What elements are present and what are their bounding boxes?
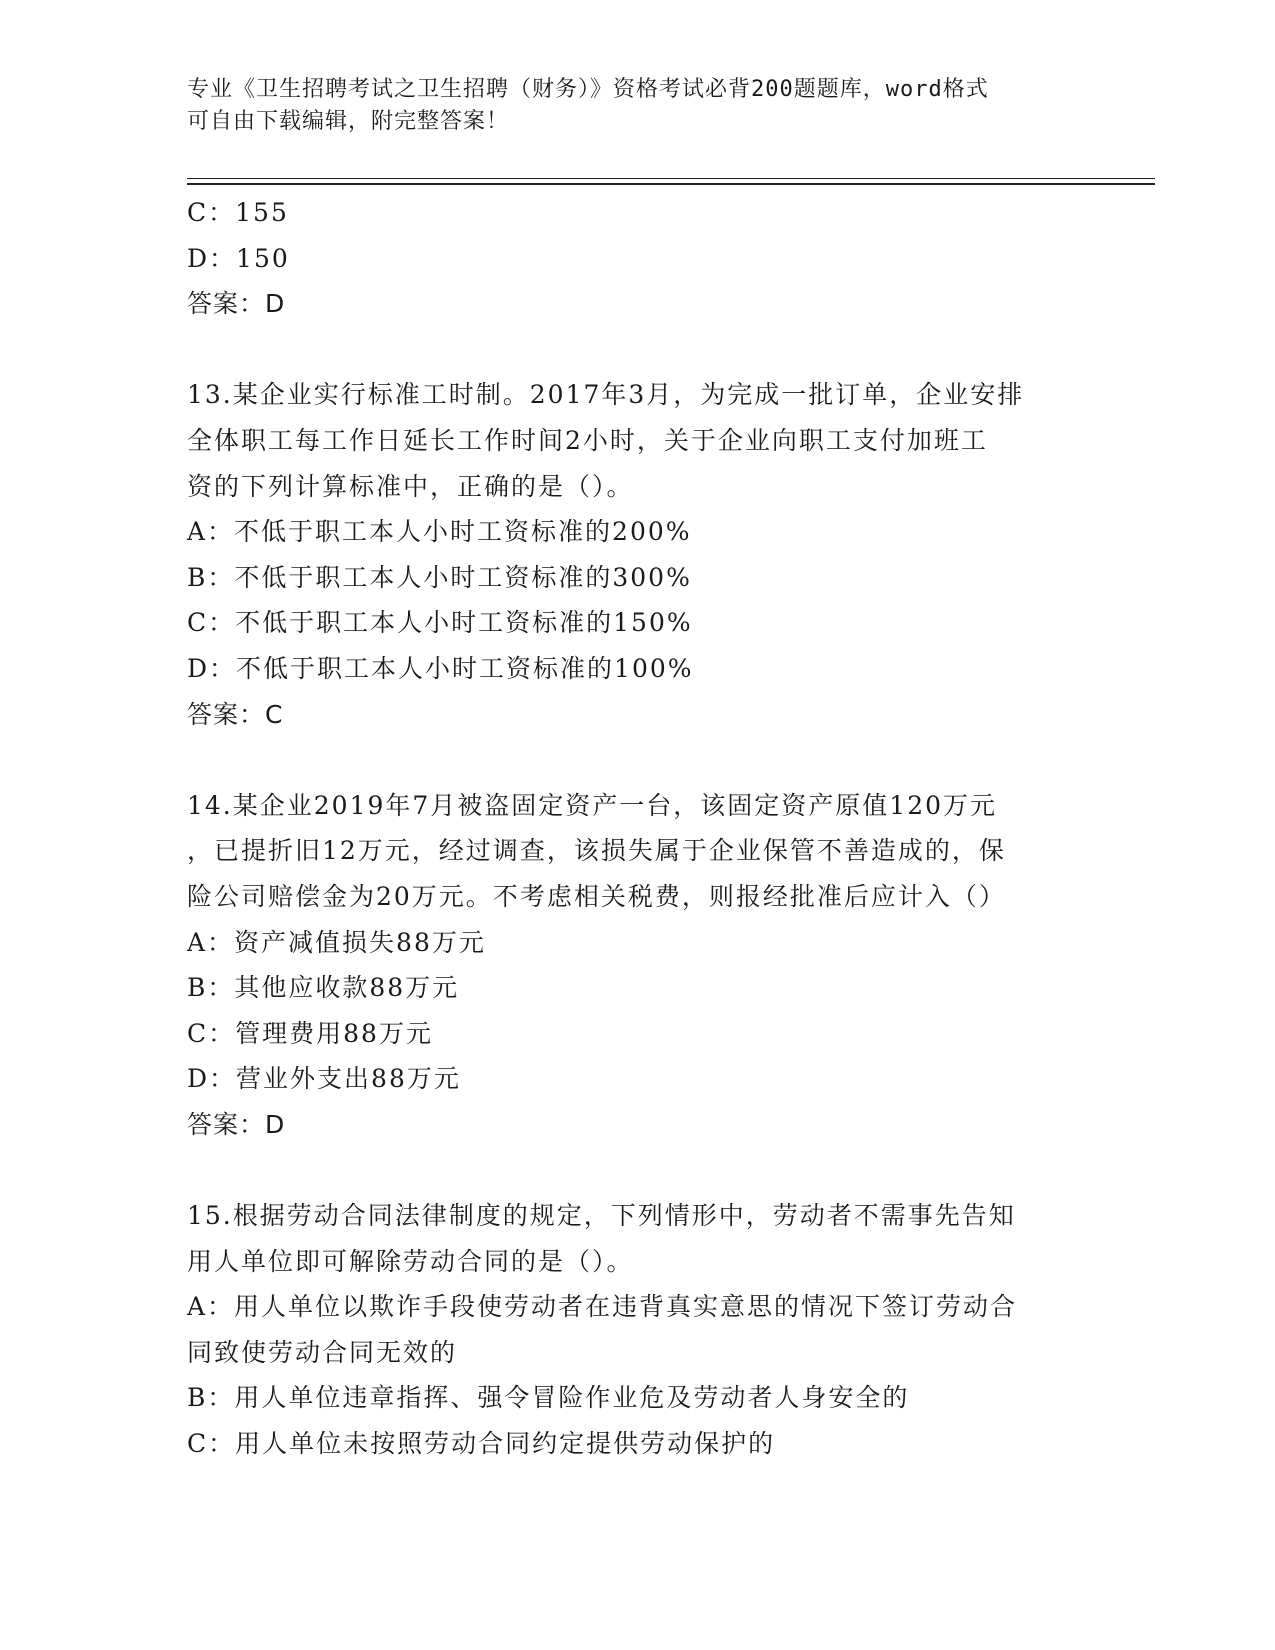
option-c: C：管理费用88万元 (187, 1018, 433, 1048)
option-d: D：不低于职工本人小时工资标准的100% (187, 653, 694, 683)
question-13 (187, 372, 1087, 737)
option-b: B：其他应收款88万元 (187, 973, 460, 1003)
header-divider-bottom (187, 183, 1155, 185)
question-text-line: 全体职工每工作日延长工作时间2小时，关于企业向职工支付加班工 (187, 425, 988, 455)
answer: 答案：D (187, 1109, 286, 1139)
option-c: C：不低于职工本人小时工资标准的150% (187, 608, 693, 638)
spacer (187, 1147, 1087, 1193)
question-text-line: 13.某企业实行标准工时制。2017年3月，为完成一批订单，企业安排 (187, 380, 1025, 410)
answer: 答案：D (187, 289, 286, 319)
spacer (187, 327, 1087, 373)
option-a: A：不低于职工本人小时工资标准的200% (187, 517, 692, 547)
question-12-tail (187, 190, 1087, 327)
spacer (187, 737, 1087, 783)
option-c: C：155 (187, 198, 289, 227)
option-a: A：资产减值损失88万元 (187, 927, 486, 957)
question-15 (187, 1193, 1087, 1467)
option-b: B：用人单位违章指挥、强令冒险作业危及劳动者人身安全的 (187, 1383, 910, 1413)
page-header (187, 74, 1087, 138)
option-a-continued: 同致使劳动合同无效的 (187, 1337, 458, 1367)
option-d: D：150 (187, 243, 290, 273)
question-text-line: 15.根据劳动合同法律制度的规定，下列情形中，劳动者不需事先告知 (187, 1201, 1016, 1231)
option-a: A：用人单位以欺诈手段使劳动者在违背真实意思的情况下签订劳动合 (187, 1292, 1018, 1322)
option-c: C：用人单位未按照劳动合同约定提供劳动保护的 (187, 1429, 776, 1459)
answer: 答案：C (187, 699, 284, 729)
question-text-line: 险公司赔偿金为20万元。不考虑相关税费，则报经批准后应计入（） (187, 881, 1006, 911)
option-b: B：不低于职工本人小时工资标准的300% (187, 562, 692, 592)
header-title-line-2: 可自由下载编辑，附完整答案！ (187, 109, 510, 134)
question-text-line: ，已提折旧12万元，经过调查，该损失属于企业保管不善造成的，保 (187, 836, 1006, 866)
question-text-line: 用人单位即可解除劳动合同的是（）。 (187, 1246, 634, 1276)
question-content (187, 190, 1087, 1467)
header-title-line-1: 专业《卫生招聘考试之卫生招聘（财务）》资格考试必背200题题库，word格式 (187, 77, 989, 102)
question-text-line: 资的下列计算标准中，正确的是（）。 (187, 471, 634, 501)
header-divider-top (187, 178, 1155, 179)
question-text-line: 14.某企业2019年7月被盗固定资产一台，该固定资产原值120万元 (187, 790, 998, 820)
option-d: D：营业外支出88万元 (187, 1064, 461, 1094)
question-14 (187, 783, 1087, 1148)
